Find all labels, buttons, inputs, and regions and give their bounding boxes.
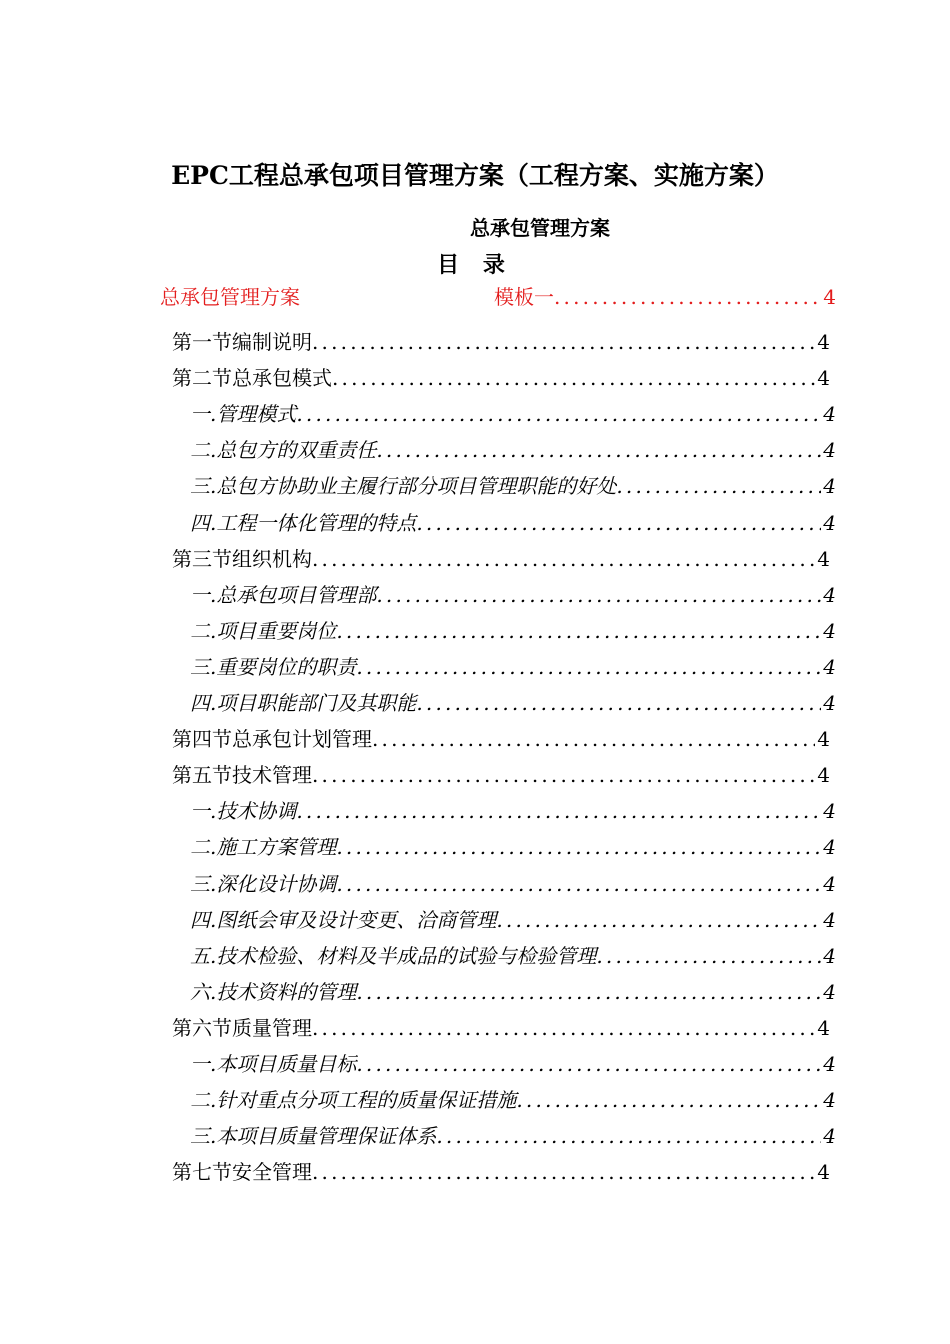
toc-entry[interactable]: [190, 688, 836, 718]
toc-dot-leader: [356, 1049, 821, 1079]
toc-entry-label: 总承包项目管理部: [216, 583, 377, 607]
toc-page-number: 4: [817, 763, 830, 787]
toc-page-number: 4: [823, 1124, 836, 1148]
toc-entry-label: 本项目质量管理保证体系: [216, 1124, 437, 1148]
toc-entry[interactable]: [190, 1049, 836, 1079]
toc-entry[interactable]: [190, 616, 836, 646]
toc-entry-number: 四.: [190, 511, 217, 535]
toc-dot-leader: [312, 1013, 815, 1043]
toc-dot-leader: [596, 941, 821, 971]
toc-entry-label: 总承包计划管理: [232, 727, 372, 751]
toc-dot-leader: [312, 327, 815, 357]
toc-entry-label: 工程一体化管理的特点: [216, 511, 417, 535]
toc-entry-number: 一.: [190, 1052, 217, 1076]
toc-dot-leader: [416, 688, 821, 718]
toc-dot-leader: [336, 832, 821, 862]
toc-entry-number: 第三节: [172, 547, 232, 571]
toc-dot-leader: [296, 796, 821, 826]
toc-entry[interactable]: [190, 905, 836, 935]
toc-entry-number: 五.: [190, 944, 217, 968]
toc-entry-number: 三.: [190, 1124, 217, 1148]
toc-page-number: 4: [817, 1016, 830, 1040]
toc-page-number: 4: [817, 330, 830, 354]
toc-entry-label: 安全管理: [232, 1160, 312, 1184]
toc-dot-leader: [296, 399, 821, 429]
toc-dot-leader: [376, 435, 821, 465]
toc-dot-leader: [332, 363, 815, 393]
toc-entry-label: 技术检验、材料及半成品的试验与检验管理: [216, 944, 597, 968]
toc-entry[interactable]: [190, 399, 836, 429]
toc-page-number: 4: [823, 980, 836, 1004]
toc-dot-leader: [312, 760, 815, 790]
toc-entry-number: 二.: [190, 438, 217, 462]
toc-entry-number: 第六节: [172, 1016, 232, 1040]
document-subtitle: 总承包管理方案: [470, 216, 610, 240]
toc-entry[interactable]: [172, 544, 830, 574]
toc-dot-leader: [372, 724, 815, 754]
toc-page-number: 4: [823, 944, 836, 968]
toc-entry[interactable]: [190, 471, 836, 501]
toc-dot-leader: [496, 905, 821, 935]
toc-entry[interactable]: [190, 832, 836, 862]
toc-entry[interactable]: [190, 652, 836, 682]
toc-entry-label: 本项目质量目标: [216, 1052, 357, 1076]
toc-entry[interactable]: [172, 760, 830, 790]
toc-page-number: 4: [823, 474, 836, 498]
toc-page-number: 4: [823, 655, 836, 679]
toc-page-number: 4: [823, 691, 836, 715]
toc-page-number: 4: [823, 908, 836, 932]
toc-dot-leader: [554, 282, 821, 312]
toc-entry-label: 组织机构: [232, 547, 312, 571]
toc-entry[interactable]: [172, 363, 830, 393]
toc-dot-leader: [436, 1121, 821, 1151]
toc-entry-label: 项目职能部门及其职能: [216, 691, 417, 715]
toc-entry[interactable]: [172, 327, 830, 357]
toc-page-number: 4: [817, 366, 830, 390]
toc-entry-number: 第五节: [172, 763, 232, 787]
toc-entry[interactable]: [190, 435, 836, 465]
toc-entry-label: 深化设计协调: [216, 872, 337, 896]
toc-entry-label: 总包方协助业主履行部分项目管理职能的好处: [216, 474, 617, 498]
toc-dot-leader: [336, 616, 821, 646]
toc-entry[interactable]: [172, 1013, 830, 1043]
toc-entry-number: 二.: [190, 835, 217, 859]
toc-entry-top[interactable]: [160, 282, 836, 312]
toc-page-number: 4: [823, 402, 836, 426]
toc-entry-number: 第一节: [172, 330, 232, 354]
toc-page-number: 4: [823, 438, 836, 462]
toc-entry-label: 图纸会审及设计变更、洽商管理: [216, 908, 497, 932]
toc-entry[interactable]: [172, 1157, 830, 1187]
toc-entry-number: 二.: [190, 619, 217, 643]
toc-entry-label: 重要岗位的职责: [216, 655, 357, 679]
toc-page-number: 4: [823, 285, 836, 309]
toc-page-number: 4: [817, 727, 830, 751]
toc-entry[interactable]: [190, 1085, 836, 1115]
toc-entry-number: 四.: [190, 691, 217, 715]
toc-entry[interactable]: [190, 977, 836, 1007]
toc-entry-number: 三.: [190, 872, 217, 896]
toc-dot-leader: [356, 977, 821, 1007]
toc-dot-leader: [376, 580, 821, 610]
toc-page-number: 4: [823, 1052, 836, 1076]
toc-entry[interactable]: [190, 580, 836, 610]
toc-entry[interactable]: [190, 1121, 836, 1151]
toc-entry-label: 针对重点分项工程的质量保证措施: [216, 1088, 517, 1112]
toc-entry-label: 施工方案管理: [216, 835, 337, 859]
toc-page-number: 4: [823, 1088, 836, 1112]
toc-entry-label: 总包方的双重责任: [216, 438, 377, 462]
toc-entry[interactable]: [190, 508, 836, 538]
toc-entry-label: 总承包模式: [232, 366, 332, 390]
toc-dot-leader: [516, 1085, 821, 1115]
toc-entry-number: 一.: [190, 583, 217, 607]
toc-entry-number: 三.: [190, 474, 217, 498]
toc-entry-number: 第四节: [172, 727, 232, 751]
toc-entry-number: 一.: [190, 799, 217, 823]
toc-page-number: 4: [823, 511, 836, 535]
toc-page-number: 4: [823, 872, 836, 896]
toc-dot-leader: [312, 1157, 815, 1187]
toc-entry-label: 编制说明: [232, 330, 312, 354]
toc-page-number: 4: [823, 799, 836, 823]
toc-entry-label: 项目重要岗位: [216, 619, 337, 643]
toc-entry-label: 管理模式: [216, 402, 297, 426]
toc-entry-number: 三.: [190, 655, 217, 679]
toc-entry-label: 技术资料的管理: [216, 980, 357, 1004]
toc-entry-number: 六.: [190, 980, 217, 1004]
toc-page-number: 4: [823, 619, 836, 643]
toc-dot-leader: [416, 508, 821, 538]
toc-entry-label: 总承包管理方案: [160, 285, 300, 309]
document-title: EPC工程总承包项目管理方案（工程方案、实施方案）: [171, 161, 779, 190]
toc-entry[interactable]: [190, 941, 836, 971]
toc-entry-label: 质量管理: [232, 1016, 312, 1040]
toc-heading: 目 录: [437, 252, 513, 278]
toc-dot-leader: [312, 544, 815, 574]
toc-entry-label: 技术协调: [216, 799, 297, 823]
toc-entry-number: 二.: [190, 1088, 217, 1112]
toc-entry[interactable]: [190, 796, 836, 826]
toc-entry-number: 第二节: [172, 366, 232, 390]
toc-entry[interactable]: [190, 869, 836, 899]
toc-page-number: 4: [823, 583, 836, 607]
toc-entry-number: 第七节: [172, 1160, 232, 1184]
toc-page-number: 4: [823, 835, 836, 859]
toc-dot-leader: [356, 652, 821, 682]
toc-entry[interactable]: [172, 724, 830, 754]
toc-dot-leader: [336, 869, 821, 899]
toc-entry-number: 一.: [190, 402, 217, 426]
toc-page-number: 4: [817, 547, 830, 571]
toc-entry-label: 技术管理: [232, 763, 312, 787]
toc-page-number: 4: [817, 1160, 830, 1184]
toc-entry-label-secondary: 模板一: [494, 285, 554, 309]
toc-entry-number: 四.: [190, 908, 217, 932]
toc-dot-leader: [616, 471, 821, 501]
